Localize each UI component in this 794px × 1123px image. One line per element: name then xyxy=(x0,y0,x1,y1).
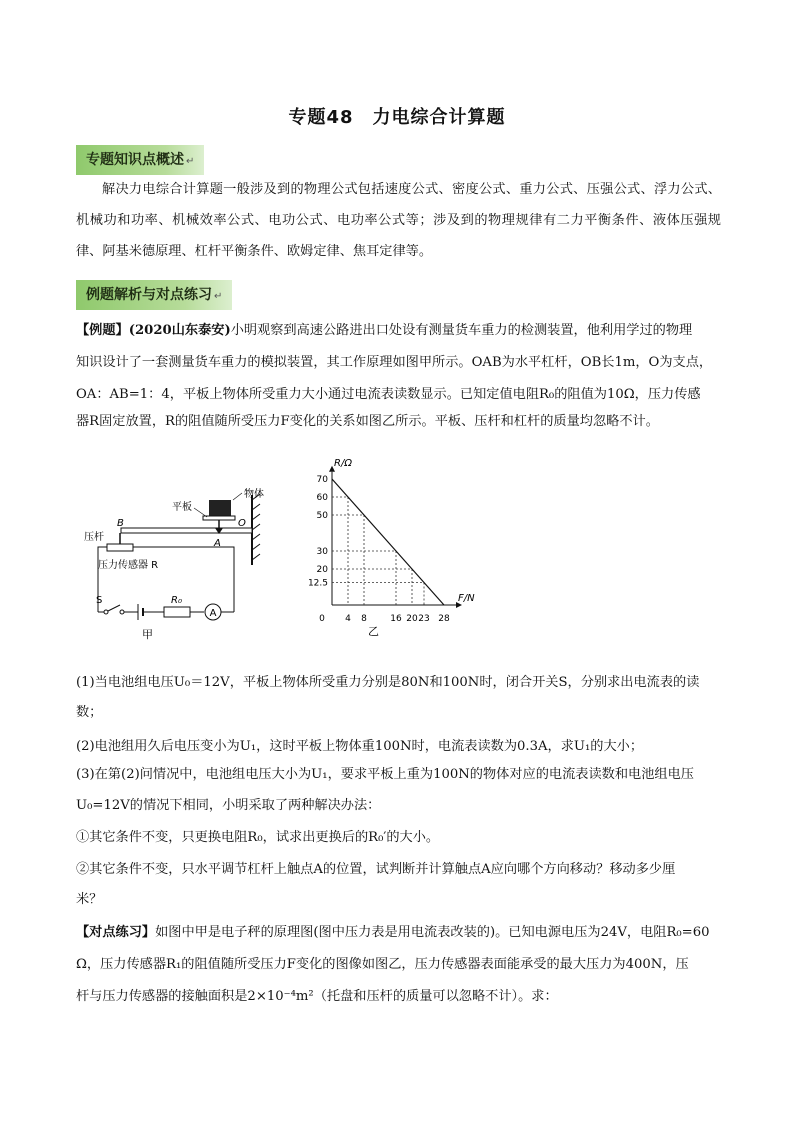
practice-line-1 xyxy=(76,923,726,943)
origin-label: 0 xyxy=(319,614,325,624)
y-tick-label: 70 xyxy=(316,475,328,485)
chart-resistance-force xyxy=(300,457,475,640)
practice-line-2: Ω，压力传感器R₁的阻值随所受压力F变化的图像如图乙，压力传感器表面能承受的最大压力为400N，压 xyxy=(76,957,689,972)
practice-line-3: 杆与压力传感器的接触面积是2×10⁻⁴m²（托盘和压杆的质量可以忽略不计）。求： xyxy=(76,989,558,1004)
example-line-3: OA：AB=1：4，平板上物体所受重力大小通过电流表读数显示。已知定值电阻R₀的阻值为10Ω，压力传感 xyxy=(76,387,701,402)
return-mark-icon: ↵ xyxy=(214,291,223,302)
return-mark-icon: ↵ xyxy=(186,156,195,167)
question-3-line-2: U₀=12V的情况下相同，小明采取了两种解决办法： xyxy=(76,798,381,813)
example-source: (2020山东泰安) xyxy=(128,323,231,338)
question-3-method-1: ①其它条件不变，只更换电阻R₀，试求出更换后的R₀′的大小。 xyxy=(76,830,440,845)
label-A: A xyxy=(214,538,221,549)
x-tick-label: 4 xyxy=(345,614,351,624)
x-tick-label: 23 xyxy=(418,614,430,624)
x-tick-label: 28 xyxy=(438,614,450,624)
label-switch: S xyxy=(96,595,103,606)
question-1-line-1: (1)当电池组电压U₀＝12V，平板上物体所受重力分别是80N和100N时，闭合开关S，分别求出电流表的读 xyxy=(76,675,700,690)
figure-apparatus xyxy=(76,480,276,650)
x-axis-label: F/N xyxy=(458,593,475,604)
badge-label: 专题知识点概述 xyxy=(86,152,184,168)
label-O: O xyxy=(238,518,246,529)
example-text: 小明观察到高速公路进出口处设有测量货车重力的检测装置，他利用学过的物理 xyxy=(230,323,693,338)
badge-label: 例题解析与对点练习 xyxy=(86,287,212,303)
section-badge-overview xyxy=(76,145,204,175)
section-badge-examples xyxy=(76,280,232,310)
question-1-line-2: 数； xyxy=(76,705,103,720)
question-2: (2)电池组用久后电压变小为U₁，这时平板上物体重100N时，电流表读数为0.3A，求U₁的大小； xyxy=(76,739,644,754)
example-line-1 xyxy=(76,321,726,341)
practice-label: 【对点练习】 xyxy=(76,925,156,940)
y-tick-label: 12.5 xyxy=(307,578,328,589)
label-rod: 压杆 xyxy=(84,532,104,543)
y-tick-label: 30 xyxy=(316,547,328,557)
label-R0: R₀ xyxy=(171,595,182,606)
example-line-2: 知识设计了一套测量货车重力的模拟装置，其工作原理如图甲所示。OAB为水平杠杆，OB长1m，O为支点， xyxy=(76,355,713,370)
series-line xyxy=(332,479,444,605)
caption-jia: 甲 xyxy=(142,628,153,641)
label-B: B xyxy=(117,518,124,529)
example-label: 【例题】 xyxy=(76,323,129,338)
label-object: 物体 xyxy=(244,489,264,500)
label-plate: 平板 xyxy=(172,502,192,513)
x-tick-label: 16 xyxy=(390,614,402,624)
label-sensor: 压力传感器 R xyxy=(98,560,159,571)
page-title: 专题48 力电综合计算题 xyxy=(288,107,506,128)
y-axis-label: R/Ω xyxy=(334,457,352,469)
intro-paragraph: 解决力电综合计算题一般涉及到的物理公式包括速度公式、密度公式、重力公式、压强公式、浮力公式、机械功和功率、机械效率公式、电功公式、电功率公式等；涉及到的物理规律有二力平衡条件、液体压强规律、阿基米德原理、杠杆平衡条件、欧姆定律、焦耳定律等。 xyxy=(76,182,721,259)
practice-text: 如图中甲是电子秤的原理图(图中压力表是用电流表改装的)。已知电源电压为24V，电阻R₀=60 xyxy=(155,925,710,940)
y-tick-label: 20 xyxy=(316,565,328,575)
question-3-method-2: ②其它条件不变，只水平调节杠杆上触点A的位置，试判断并计算触点A应向哪个方向移动？移动多少厘 xyxy=(76,862,676,877)
y-tick-label: 60 xyxy=(316,493,328,503)
ammeter-icon: A xyxy=(209,608,217,619)
y-tick-label: 50 xyxy=(316,511,328,521)
example-line-4: 器R固定放置，R的阻值随所受压力F变化的关系如图乙所示。平板、压杆和杠杆的质量均忽略不计。 xyxy=(76,414,659,429)
x-tick-label: 8 xyxy=(361,614,367,624)
x-tick-label: 20 xyxy=(406,614,418,624)
question-3-line-1: (3)在第(2)问情况中，电池组电压大小为U₁，要求平板上重为100N的物体对应的电流表读数和电池组电压 xyxy=(76,767,694,782)
question-3-method-2-cont: 米？ xyxy=(76,892,103,907)
chart-caption: 乙 xyxy=(368,625,379,638)
